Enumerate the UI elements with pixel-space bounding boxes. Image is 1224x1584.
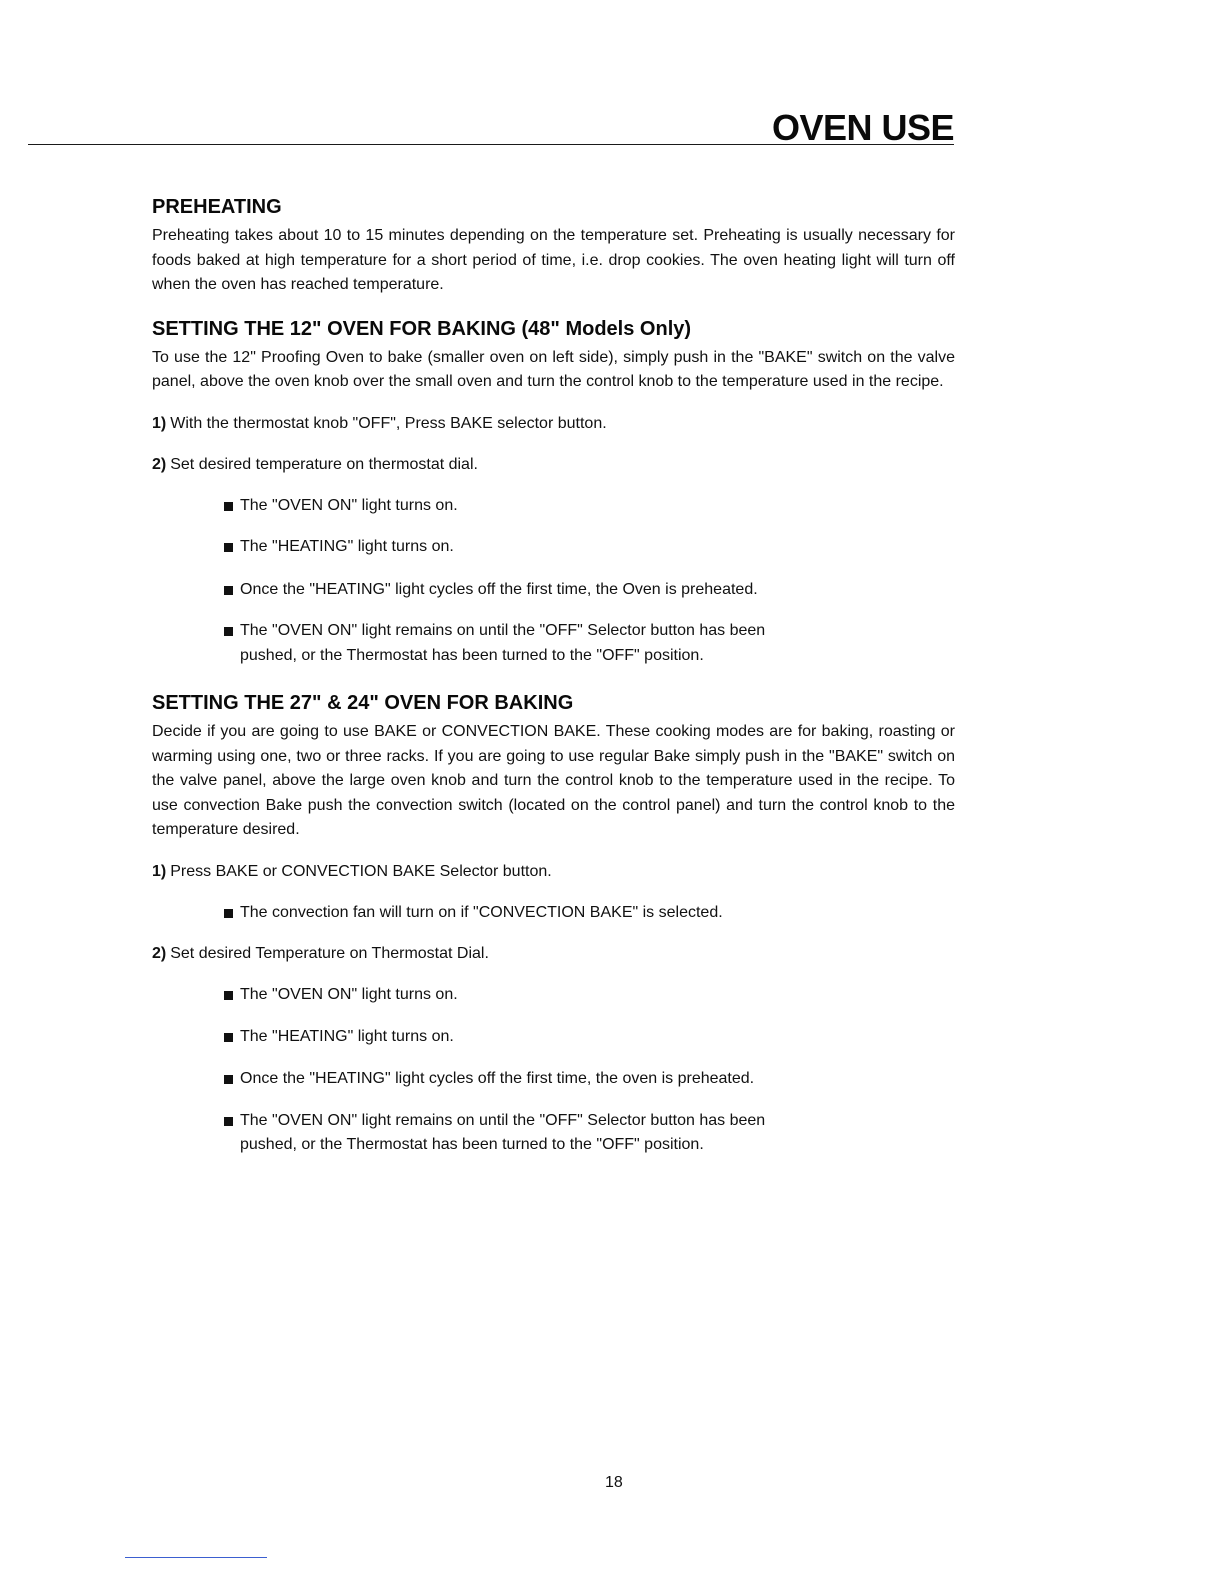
step-item bbox=[152, 453, 955, 477]
square-bullet-icon bbox=[224, 909, 233, 918]
list-item-text: The "HEATING" light turns on. bbox=[240, 538, 454, 555]
step-text: With the thermostat knob "OFF", Press BAKE selector button. bbox=[170, 414, 607, 432]
step-number: 1) bbox=[152, 414, 167, 432]
step-text: Set desired Temperature on Thermostat Dial. bbox=[170, 945, 489, 962]
square-bullet-icon bbox=[224, 627, 233, 636]
page-number: 18 bbox=[605, 1474, 623, 1491]
bullet-list bbox=[152, 494, 955, 669]
page-title: OVEN USE bbox=[771, 107, 954, 148]
list-item-text: The "OVEN ON" light remains on until the "OFF" Selector button has been pushed, or the Thermostat has been turned to the "OFF" position. bbox=[240, 1111, 766, 1153]
step-item bbox=[152, 412, 955, 436]
bullet-list bbox=[152, 983, 955, 1158]
section-heading: SETTING THE 27" & 24" OVEN FOR BAKING bbox=[152, 692, 574, 714]
square-bullet-icon bbox=[224, 1075, 233, 1084]
section-heading: PREHEATING bbox=[152, 196, 282, 218]
page-content bbox=[152, 194, 955, 1158]
step-number: 1) bbox=[152, 862, 167, 880]
step-item bbox=[152, 942, 955, 966]
list-item-text: The "OVEN ON" light turns on. bbox=[240, 986, 458, 1003]
section-preheating bbox=[152, 194, 955, 298]
square-bullet-icon bbox=[224, 586, 233, 595]
list-item bbox=[222, 983, 955, 1008]
section-paragraph: Preheating takes about 10 to 15 minutes depending on the temperature set. Preheating is usually necessary for foods baked at high temperature for a short period of time, i.e. drop cookies. The oven heating light will turn off when the oven has reached temperature. bbox=[152, 227, 955, 293]
step-text: Set desired temperature on thermostat dial. bbox=[170, 455, 478, 473]
list-item-text: Once the "HEATING" light cycles off the first time, the oven is preheated. bbox=[240, 1070, 755, 1087]
list-item-text: The "OVEN ON" light turns on. bbox=[240, 496, 458, 514]
list-item bbox=[222, 578, 955, 603]
list-item-text: Once the "HEATING" light cycles off the first time, the Oven is preheated. bbox=[240, 580, 758, 598]
square-bullet-icon bbox=[224, 1117, 233, 1126]
square-bullet-icon bbox=[224, 1033, 233, 1042]
step-text: Press BAKE or CONVECTION BAKE Selector button. bbox=[170, 862, 552, 880]
bullet-list bbox=[152, 901, 955, 926]
list-item bbox=[222, 535, 955, 560]
title-rule bbox=[28, 144, 954, 145]
list-item-text: The "OVEN ON" light remains on until the "OFF" Selector button has been pushed, or the Thermostat has been turned to the "OFF" position. bbox=[240, 622, 766, 664]
list-item bbox=[222, 901, 955, 926]
square-bullet-icon bbox=[224, 991, 233, 1000]
list-item bbox=[222, 619, 820, 668]
list-item bbox=[222, 1025, 955, 1050]
section-heading: SETTING THE 12" OVEN FOR BAKING (48" Models Only) bbox=[152, 317, 692, 340]
square-bullet-icon bbox=[224, 543, 233, 552]
step-number: 2) bbox=[152, 455, 167, 473]
list-item-text: The convection fan will turn on if "CONVECTION BAKE" is selected. bbox=[240, 903, 723, 921]
list-item-text: The "HEATING" light turns on. bbox=[240, 1027, 454, 1045]
section-paragraph: Decide if you are going to use BAKE or CONVECTION BAKE. These cooking modes are for baking, roasting or warming using one, two or three racks. If you are going to use regular Bake simply push in the "BAKE" switch on the valve panel, above the large oven knob and turn the control knob to the temperature used in the recipe. To use convection Bake push the convection switch (located on the control panel) and turn the control knob to the temperature desired. bbox=[152, 723, 955, 838]
list-item bbox=[222, 1109, 820, 1158]
section-paragraph: To use the 12" Proofing Oven to bake (smaller oven on left side), simply push in the "BAKE" switch on the valve panel, above the oven knob over the small oven and turn the control knob to the temperature used in the recipe. bbox=[152, 348, 955, 390]
footer-divider bbox=[125, 1557, 267, 1558]
list-item bbox=[222, 494, 955, 519]
step-number: 2) bbox=[152, 945, 167, 962]
step-item bbox=[152, 860, 955, 884]
section-small-oven bbox=[152, 316, 955, 669]
list-item bbox=[222, 1067, 955, 1092]
section-large-oven bbox=[152, 690, 955, 1158]
square-bullet-icon bbox=[224, 502, 233, 511]
